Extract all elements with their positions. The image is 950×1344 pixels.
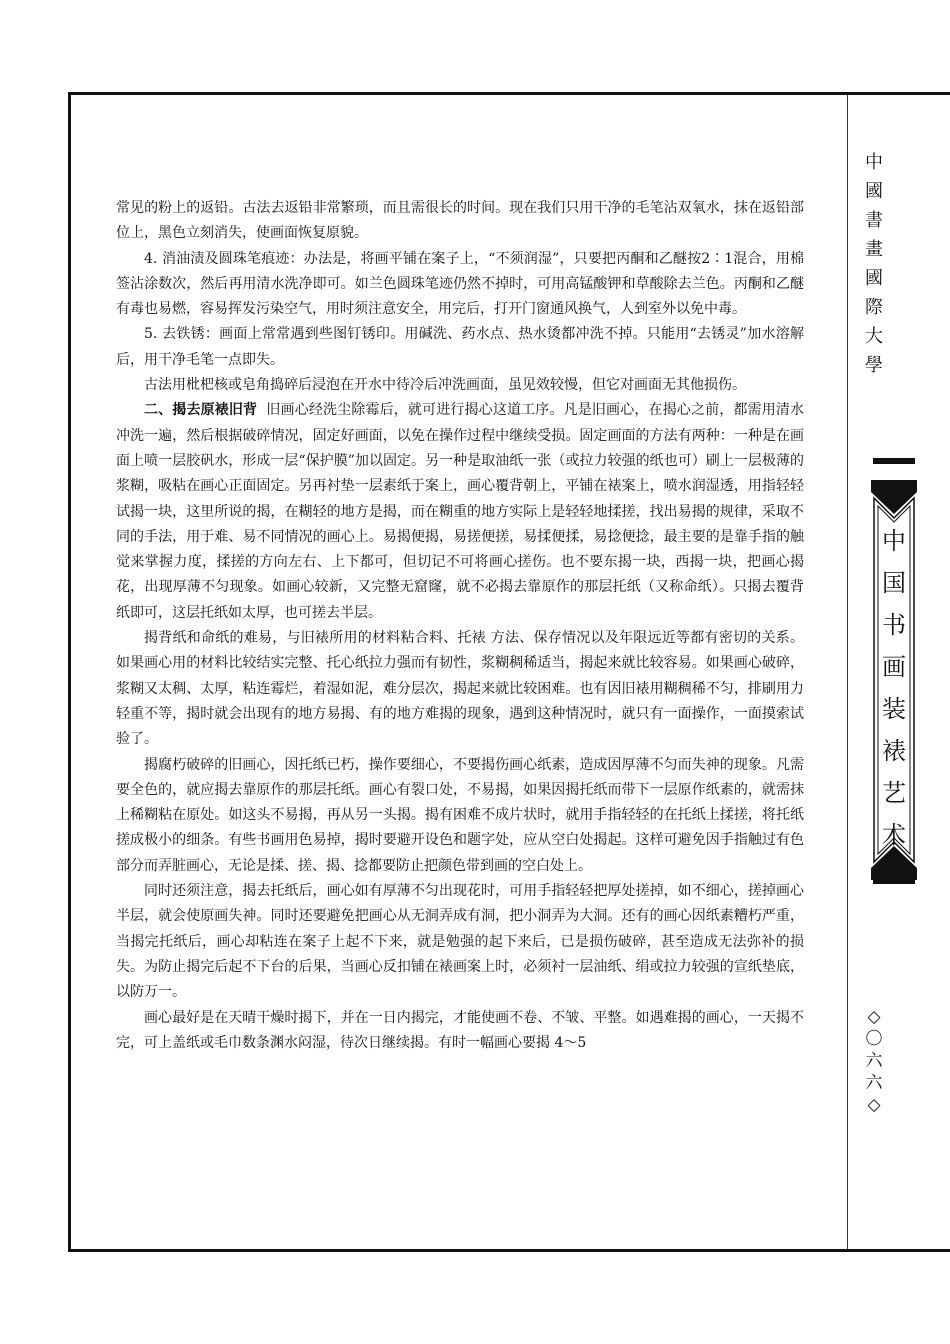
book-title-char: 艺 [882,779,906,807]
margin-divider [847,95,848,1249]
section-paragraph [116,398,804,626]
book-title [871,520,917,856]
book-title-char: 画 [882,653,906,681]
book-title-char: 书 [882,611,906,639]
paragraph: 画心最好是在天晴干燥时揭下，并在一日内揭完，才能使画不卷、不皱、平整。如遇难揭的画心，一天揭不完，可上盖纸或毛巾数条渊水闷湿，待次日继续揭。有时一幅画心要揭 4～5 [116,1009,804,1051]
book-title-char: 装 [882,695,906,723]
series-title-char: 學 [865,355,883,376]
series-title-char: 中 [865,152,883,173]
series-title-char: 國 [865,181,883,202]
book-title-char: 术 [882,821,906,849]
book-title-char: 中 [882,527,906,555]
paragraph: 常见的粉上的返铅。古法去返铅非常繁琐，而且需很长的时间。现在我们只用干净的毛笔沾双氧水，抹在返铅部位上，黑色立刻消失，使画面恢复原貌。 [116,200,804,242]
section-heading: 二、揭去原裱旧背 [144,402,258,419]
page-number-char: 六 [865,1073,883,1093]
page-number-char: 〇 [865,1029,883,1049]
paragraph-text: 旧画心经洗尘除霉后，就可进行揭心这道工序。凡是旧画心，在揭心之前，都需用清水冲洗一遍，然后根据破碎情况，固定好画面，以免在操作过程中继续受损。固定画面的方法有两种：一种是在画面上喷一层胶矾水，形成一层“保护膜”加以固定。另一种是取油纸一张（或拉力较强的纸也可）刷上一层极薄的浆糊，吸粘在画心正面固定。另再衬垫一层素纸于案上，画心覆背朝上，平铺在裱案上，喷水润湿透，用指轻轻试揭一块，这里所说的揭，在糊轻的地方是揭，而在糊重的地方实际上是轻轻地揉搓，找出易揭的规律，采取不同的手法，用于难、易不同情况的画心上。易揭便揭，易搓便搓，易揉便揉，易捻便捻，最主要的是靠手指的触觉来掌握力度，揉搓的方向左右、上下都可，但切记不可将画心搓伤。也不要东揭一块，西揭一块，把画心揭花，出现厚薄不匀现象。如画心较新，又完整无窟窿，就不必揭去靠原作的那层托纸（又称命纸）。只揭去覆背纸即可，这层托纸如太厚，也可搓去半层。 [116,402,805,621]
series-title-char: 畫 [865,239,883,260]
plaque-top-bar [873,458,915,464]
series-title-char: 際 [865,297,883,318]
page-number-char: ◇ [867,1095,881,1115]
paragraph: 4. 消油渍及圆珠笔痕迹：办法是，将画平铺在案子上，“不须润湿”，只要把丙酮和乙醚按2∶1混合，用棉签沾涂数次，然后再用清水洗净即可。如兰色圆珠笔迹仍然不掉时，可用高锰酸钾和草酸除去兰色。丙酮和乙醚有毒也易燃，容易挥发污染空气，用时须注意安全，用完后，打开门窗通风换气，人到室外以免中毒。 [116,250,804,318]
page-number [861,1006,887,1116]
page-number-char: ◇ [867,1007,881,1027]
page-number-char: 六 [865,1051,883,1071]
paragraph: 5. 去铁锈：画面上常常遇到些图钉锈印。用碱洗、药水点、热水烫都冲洗不掉。只能用“去锈灵”加水溶解后，用干净毛笔一点即失。 [116,326,804,368]
paragraph: 古法用枇杷核或皂角捣碎后浸泡在开水中待冷后冲洗画面，虽见效较慢，但它对画面无其他损伤。 [144,377,746,394]
series-title-char: 書 [865,210,883,231]
paragraph: 同时还须注意，揭去托纸后，画心如有厚薄不匀出现花时，可用手指轻轻把厚处搓掉，如不细心，搓掉画心半层，就会使原画失神。同时还要避免把画心从无洞弄成有洞，把小洞弄为大洞。还有的画心因纸素糟朽严重，当揭完托纸后，画心却粘连在案子上起不下来，就是勉强的起下来后，已是损伤破碎，甚至造成无法弥补的损失。为防止揭完后起不下台的后果，当画心反扣铺在裱画案上时，必须衬一层油纸、绢或拉力较强的宣纸垫底，以防万一。 [116,883,804,1001]
body-text [116,196,804,1056]
book-title-plaque [871,480,917,850]
paragraph: 揭背纸和命纸的难易，与旧裱所用的材料粘合料、托裱 方法、保存情况以及年限远近等都有密切的关系。如果画心用的材料比较结实完整、托心纸拉力强而有韧性，浆糊稠稀适当，揭起来就比较容易。如果画心破碎，浆糊又太稠、太厚，粘连霉烂，着湿如泥，难分层次，揭起来就比较困难。也有因旧裱用糊稠稀不匀，排刷用力轻重不等，揭时就会出现有的地方易揭、有的地方难揭的现象，遇到这种情况时，就只有一面操作，一面摸索试验了。 [116,630,804,748]
series-title-char: 國 [865,268,883,289]
series-title [861,148,887,380]
book-title-char: 国 [882,569,906,597]
book-title-char: 裱 [882,737,906,765]
paragraph: 揭腐朽破碎的旧画心，因托纸已朽，操作要细心，不要揭伤画心纸素，造成因厚薄不匀而失神的现象。凡需要全色的，就应揭去靠原作的那层托纸。画心有裂口处，不易揭，如果因揭托纸而带下一层原作纸素的，就需抹上稀糊粘在原处。如这头不易揭，再从另一头揭。揭有困难不成片状时，就用手指轻轻的在托纸上揉搓，将托纸搓成极小的细条。有些书画用色易掉，揭时要避开设色和题字处，应从空白处揭起。这样可避免因手指触过有色部分而弄脏画心，无论是揉、搓、揭、捻都要防止把颜色带到画的空白处上。 [116,756,804,874]
series-title-char: 大 [865,326,883,347]
